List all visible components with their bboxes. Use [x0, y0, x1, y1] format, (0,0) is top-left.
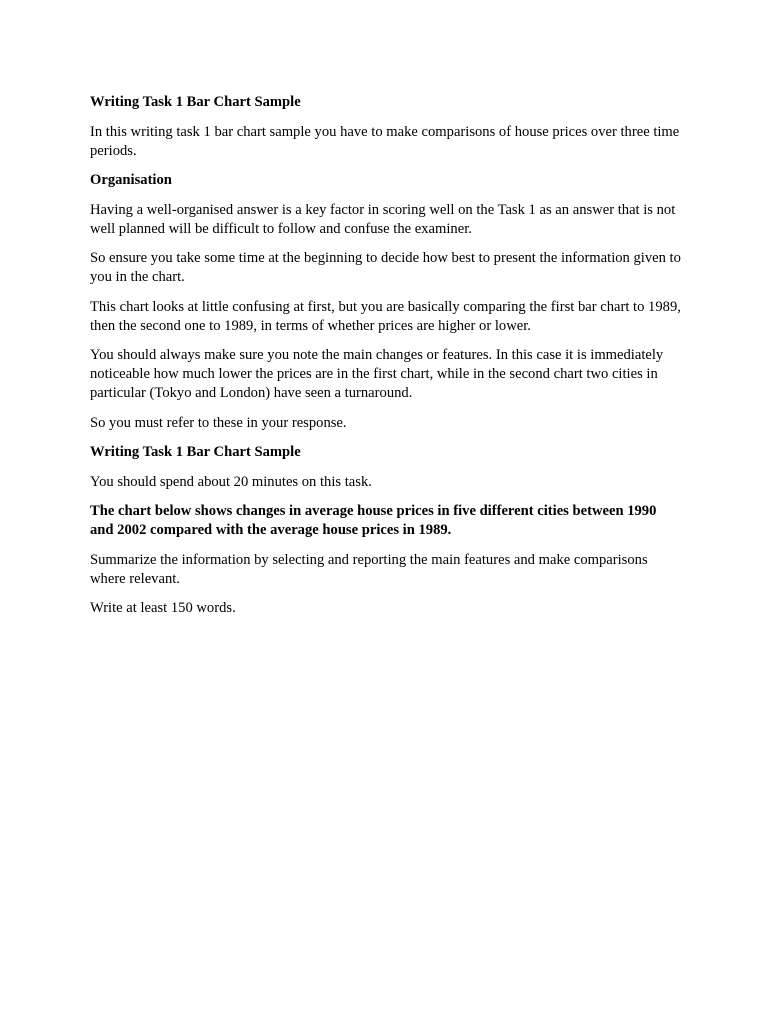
heading-task-sample: Writing Task 1 Bar Chart Sample — [90, 94, 301, 110]
task-prompt: The chart below shows changes in average house prices in five different cities between 1990 and 2002 compared with the average house prices in 1989. — [90, 503, 657, 538]
organisation-paragraph: Having a well-organised answer is a key factor in scoring well on the Task 1 as an answer that is not well planned will be difficult to follow and confuse the examiner. — [90, 201, 676, 237]
heading-organisation: Organisation — [90, 172, 172, 188]
heading-task-sample-2: Writing Task 1 Bar Chart Sample — [90, 444, 301, 460]
refer-paragraph: So you must refer to these in your response. — [90, 414, 347, 431]
planning-paragraph: So ensure you take some time at the beginning to decide how best to present the information given to you in the chart. — [90, 250, 681, 285]
chart-comparison-paragraph: This chart looks at little confusing at first, but you are basically comparing the first bar chart to 1989, then the second one to 1989, in terms of whether prices are higher or lower. — [90, 298, 681, 334]
main-changes-paragraph: You should always make sure you note the main changes or features. In this case it is immediately noticeable how much lower the prices are in the first chart, while in the second chart two cities in particular (Tokyo and London) have seen a turnaround. — [90, 347, 664, 401]
intro-paragraph: In this writing task 1 bar chart sample you have to make comparisons of house prices over three time periods. — [90, 123, 680, 159]
word-count-instruction: Write at least 150 words. — [90, 600, 236, 616]
summarize-instruction: Summarize the information by selecting and reporting the main features and make comparisons where relevant. — [90, 551, 648, 587]
time-instruction: You should spend about 20 minutes on this task. — [90, 473, 372, 490]
document-body — [90, 93, 682, 629]
